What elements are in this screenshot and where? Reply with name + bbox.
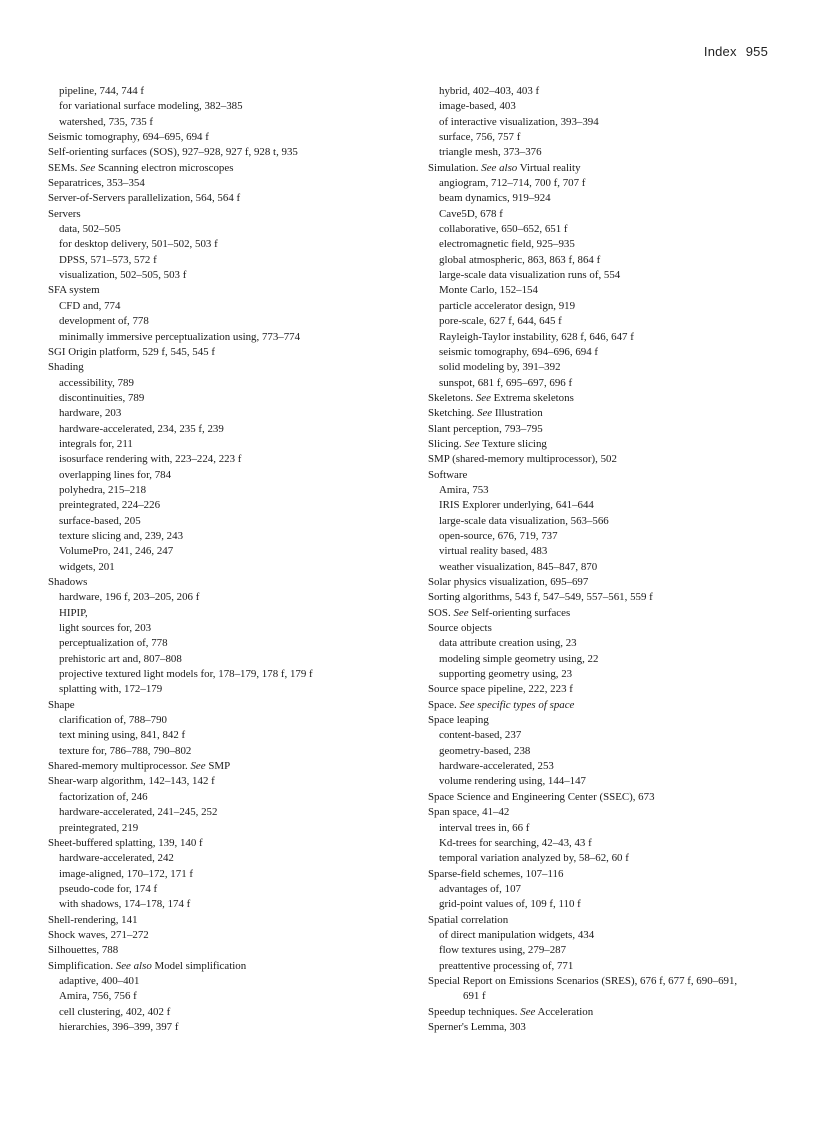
entry-text: Silhouettes, 788 (48, 944, 119, 957)
entry-text: Amira, 753 (439, 483, 489, 496)
cross-reference-target: Model simplification (154, 959, 247, 972)
entry-text: overlapping lines for, 784 (59, 468, 172, 481)
entry-text: collaborative, 650–652, 651 f (439, 223, 568, 236)
index-subentry (428, 376, 783, 391)
cross-reference-label: See (80, 161, 96, 174)
entry-text: clarification of, 788–790 (59, 714, 167, 727)
entry-text: Separatrices, 353–354 (48, 177, 145, 190)
entry-text: virtual reality based, 483 (439, 545, 548, 558)
entry-text: Sparse-field schemes, 107–116 (428, 867, 564, 880)
cross-reference-label: See (190, 760, 206, 773)
index-subentry (428, 99, 783, 114)
entry-text: perceptualization of, 778 (59, 637, 168, 650)
index-subentry (428, 498, 783, 513)
entry-text: preintegrated, 224–226 (59, 499, 161, 512)
entry-text: triangle mesh, 373–376 (439, 146, 542, 159)
index-subentry (428, 176, 783, 191)
entry-text: VolumePro, 241, 246, 247 (59, 545, 174, 558)
entry-text: minimally immersive perceptualization using, 773–774 (59, 330, 301, 343)
entry-text: Self-orienting surfaces (SOS), 927–928, 927 f, 928 t, 935 (48, 146, 298, 159)
index-subentry (428, 314, 783, 329)
index-subentry (48, 406, 408, 421)
index-entry (428, 1020, 783, 1035)
index-subentry (48, 452, 408, 467)
entry-text: surface, 756, 757 f (439, 131, 521, 144)
index-entry (428, 468, 783, 483)
index-subentry (48, 897, 408, 912)
index-entry-continuation (428, 989, 783, 1004)
index-subentry (48, 237, 408, 252)
index-subentry (48, 422, 408, 437)
entry-text: preintegrated, 219 (59, 821, 139, 834)
entry-text: grid-point values of, 109 f, 110 f (439, 898, 581, 911)
entry-text: hierarchies, 396–399, 397 f (59, 1020, 179, 1033)
index-entry (48, 207, 408, 222)
entry-text: SFA system (48, 284, 100, 297)
index-subentry (48, 636, 408, 651)
entry-text: Software (428, 468, 468, 481)
entry-text: text mining using, 841, 842 f (59, 729, 186, 742)
entry-text: Seismic tomography, 694–695, 694 f (48, 131, 209, 144)
index-subentry (48, 621, 408, 636)
entry-text: development of, 778 (59, 315, 149, 328)
entry-text: hardware-accelerated, 253 (439, 760, 554, 773)
entry-text: cell clustering, 402, 402 f (59, 1005, 171, 1018)
entry-text: factorization of, 246 (59, 790, 148, 803)
entry-text: image-based, 403 (439, 100, 516, 113)
index-subentry (48, 299, 408, 314)
entry-text: Sheet-buffered splatting, 139, 140 f (48, 836, 203, 849)
entry-text: adaptive, 400–401 (59, 974, 140, 987)
index-subentry (48, 790, 408, 805)
index-subentry (428, 897, 783, 912)
index-entry (48, 698, 408, 713)
index-subentry (48, 253, 408, 268)
index-entry (428, 161, 783, 176)
entry-text: Cave5D, 678 f (439, 207, 503, 220)
index-subentry (428, 207, 783, 222)
entry-text: texture slicing and, 239, 243 (59, 529, 184, 542)
entry-text: splatting with, 172–179 (59, 683, 163, 696)
entry-text: isosurface rendering with, 223–224, 223 f (59, 453, 242, 466)
entry-text: surface-based, 205 (59, 514, 141, 527)
index-subentry (48, 606, 408, 621)
entry-text: with shadows, 174–178, 174 f (59, 898, 191, 911)
index-subentry (428, 774, 783, 789)
entry-text: DPSS, 571–573, 572 f (59, 253, 157, 266)
index-entry (48, 928, 408, 943)
entry-text: projective textured light models for, 178–179, 178 f, 179 f (59, 668, 313, 681)
index-subentry (428, 483, 783, 498)
index-subentry (48, 330, 408, 345)
entry-text: Special Report on Emissions Scenarios (SRES), 676 f, 677 f, 690–691, (428, 974, 738, 987)
index-entry (428, 698, 783, 713)
entry-text: SMP (shared-memory multiprocessor), 502 (428, 453, 617, 466)
entry-text: electromagnetic field, 925–935 (439, 238, 575, 251)
entry-text: Rayleigh-Taylor instability, 628 f, 646, 647 f (439, 330, 634, 343)
index-subentry (428, 514, 783, 529)
entry-text: light sources for, 203 (59, 622, 152, 635)
index-subentry (48, 805, 408, 820)
entry-text: Shear-warp algorithm, 142–143, 142 f (48, 775, 215, 788)
index-entry (428, 391, 783, 406)
index-subentry (428, 360, 783, 375)
index-subentry (48, 544, 408, 559)
cross-reference-label: See also (481, 161, 518, 174)
index-entry (48, 943, 408, 958)
index-entry (428, 452, 783, 467)
index-subentry (48, 99, 408, 114)
entry-text: Simulation. (428, 161, 479, 174)
entry-text: pipeline, 744, 744 f (59, 85, 144, 97)
index-subentry (48, 728, 408, 743)
entry-text: seismic tomography, 694–696, 694 f (439, 345, 599, 358)
index-entry (48, 345, 408, 360)
entry-text: Speedup techniques. (428, 1005, 518, 1018)
entry-text: hardware-accelerated, 234, 235 f, 239 (59, 422, 224, 435)
index-subentry (428, 237, 783, 252)
index-subentry (428, 253, 783, 268)
index-entry (428, 590, 783, 605)
cross-reference-label: See (475, 391, 491, 404)
entry-text: weather visualization, 845–847, 870 (439, 560, 598, 573)
entry-text: visualization, 502–505, 503 f (59, 269, 187, 282)
entry-text: Space Science and Engineering Center (SSEC), 673 (428, 790, 655, 803)
index-subentry (48, 821, 408, 836)
cross-reference-target: Self-orienting surfaces (471, 606, 571, 619)
index-subentry (48, 744, 408, 759)
index-subentry (48, 989, 408, 1004)
index-entry (48, 145, 408, 160)
index-entry (428, 974, 783, 989)
index-subentry (428, 299, 783, 314)
index-subentry (428, 851, 783, 866)
cross-reference-target: SMP (208, 760, 231, 773)
index-subentry (428, 636, 783, 651)
entry-text: Slant perception, 793–795 (428, 422, 543, 435)
index-subentry (48, 682, 408, 697)
index-subentry (428, 130, 783, 145)
entry-text: advantages of, 107 (439, 882, 521, 895)
entry-text: supporting geometry using, 23 (439, 668, 573, 681)
index-subentry (48, 314, 408, 329)
index-entry (48, 913, 408, 928)
index-entry (48, 191, 408, 206)
index-subentry (428, 728, 783, 743)
cross-reference-target: Extrema skeletons (493, 391, 574, 404)
index-column-left (48, 84, 408, 1035)
index-entry (428, 713, 783, 728)
index-subentry (48, 437, 408, 452)
index-subentry (48, 590, 408, 605)
index-entry (48, 360, 408, 375)
cross-reference-label: See (477, 407, 493, 420)
index-subentry (428, 821, 783, 836)
index-subentry (48, 222, 408, 237)
entry-text: Solar physics visualization, 695–697 (428, 576, 589, 588)
entry-text: SOS. (428, 606, 451, 619)
entry-text: geometry-based, 238 (439, 744, 531, 757)
entry-text: texture for, 786–788, 790–802 (59, 744, 192, 757)
entry-text: solid modeling by, 391–392 (439, 361, 561, 374)
index-subentry (428, 652, 783, 667)
index-subentry (48, 1005, 408, 1020)
index-subentry (48, 713, 408, 728)
entry-text: interval trees in, 66 f (439, 821, 530, 834)
entry-text: Skeletons. (428, 391, 474, 404)
index-subentry (48, 483, 408, 498)
index-subentry (428, 330, 783, 345)
index-subentry (428, 928, 783, 943)
index-subentry (48, 376, 408, 391)
entry-text: Simplification. (48, 959, 114, 972)
cross-reference-label: See also (115, 959, 152, 972)
cross-reference-label: See (453, 606, 469, 619)
entry-text: prehistoric art and, 807–808 (59, 652, 182, 665)
entry-text: Sketching. (428, 407, 475, 420)
entry-text: IRIS Explorer underlying, 641–644 (439, 499, 594, 512)
index-subentry (48, 867, 408, 882)
index-subentry (48, 974, 408, 989)
entry-text: Sorting algorithms, 543 f, 547–549, 557–561, 559 f (428, 591, 653, 604)
entry-text: Slicing. (428, 437, 462, 450)
index-subentry (48, 529, 408, 544)
index-subentry (48, 882, 408, 897)
index-subentry (48, 514, 408, 529)
entry-text: for desktop delivery, 501–502, 503 f (59, 238, 218, 251)
entry-text: Kd-trees for searching, 42–43, 43 f (439, 836, 592, 849)
index-subentry (428, 268, 783, 283)
entry-text: Amira, 756, 756 f (59, 990, 137, 1003)
index-entry (428, 805, 783, 820)
cross-reference-label: See (464, 437, 480, 450)
entry-text: temporal variation analyzed by, 58–62, 60 f (439, 852, 629, 865)
index-subentry (428, 345, 783, 360)
entry-text: discontinuities, 789 (59, 391, 145, 404)
index-entry (48, 283, 408, 298)
entry-text: Source objects (428, 622, 492, 635)
cross-reference-target: Virtual reality (519, 161, 581, 174)
cross-reference-target: Scanning electron microscopes (97, 161, 234, 174)
entry-text: of direct manipulation widgets, 434 (439, 928, 595, 941)
entry-text: Source space pipeline, 222, 223 f (428, 683, 573, 696)
entry-text: of interactive visualization, 393–394 (439, 115, 599, 128)
index-subentry (48, 851, 408, 866)
entry-text: Space. (428, 698, 457, 711)
index-subentry (428, 759, 783, 774)
entry-text: accessibility, 789 (59, 376, 134, 389)
cross-reference-label: See (520, 1005, 536, 1018)
entry-text: SGI Origin platform, 529 f, 545, 545 f (48, 345, 215, 358)
running-header (704, 44, 768, 59)
index-entry (428, 682, 783, 697)
index-column-right (428, 84, 783, 1035)
entry-text: CFD and, 774 (59, 299, 121, 312)
entry-text: Shading (48, 361, 84, 374)
index-entry (428, 621, 783, 636)
index-subentry (428, 283, 783, 298)
entry-text: Spatial correlation (428, 913, 509, 926)
entry-text: watershed, 735, 735 f (59, 115, 154, 128)
index-entry (428, 790, 783, 805)
index-subentry (428, 744, 783, 759)
index-subentry (428, 115, 783, 130)
entry-text: Space leaping (428, 714, 489, 727)
entry-text: widgets, 201 (59, 560, 115, 573)
index-entry (428, 867, 783, 882)
index-subentry (428, 836, 783, 851)
entry-text: hybrid, 402–403, 403 f (439, 85, 540, 97)
entry-text: HIPIP, (59, 606, 88, 619)
index-subentry (48, 560, 408, 575)
index-subentry (428, 943, 783, 958)
entry-text: pore-scale, 627 f, 644, 645 f (439, 315, 562, 328)
index-entry (428, 913, 783, 928)
entry-text: Servers (48, 207, 81, 220)
index-entry (428, 437, 783, 452)
entry-text: sunspot, 681 f, 695–697, 696 f (439, 376, 573, 389)
index-subentry (48, 115, 408, 130)
entry-text: Shell-rendering, 141 (48, 913, 138, 926)
index-entry (48, 130, 408, 145)
index-subentry (48, 84, 408, 99)
entry-text: data, 502–505 (59, 223, 121, 236)
entry-text: for variational surface modeling, 382–385 (59, 100, 243, 113)
index-subentry (48, 652, 408, 667)
entry-text: Server-of-Servers parallelization, 564, 564 f (48, 192, 241, 205)
entry-text: large-scale data visualization runs of, 554 (439, 269, 621, 282)
index-entry (48, 575, 408, 590)
entry-text: Shadows (48, 576, 88, 588)
index-subentry (428, 222, 783, 237)
cross-reference-label: See specific types of space (459, 698, 575, 711)
index-subentry (48, 667, 408, 682)
index-subentry (428, 560, 783, 575)
index-subentry (428, 191, 783, 206)
entry-text: hardware, 196 f, 203–205, 206 f (59, 591, 200, 604)
entry-text: preattentive processing of, 771 (439, 959, 574, 972)
entry-text: data attribute creation using, 23 (439, 637, 577, 650)
entry-text: large-scale data visualization, 563–566 (439, 514, 609, 527)
entry-text: volume rendering using, 144–147 (439, 775, 587, 788)
entry-text: particle accelerator design, 919 (439, 299, 576, 312)
index-entry (48, 176, 408, 191)
index-subentry (428, 145, 783, 160)
index-entry (48, 161, 408, 176)
index-entry (48, 774, 408, 789)
entry-text: hardware-accelerated, 242 (59, 852, 174, 865)
entry-text: content-based, 237 (439, 729, 522, 742)
index-entry (48, 836, 408, 851)
index-subentry (428, 959, 783, 974)
entry-text: polyhedra, 215–218 (59, 483, 147, 496)
index-entry (48, 959, 408, 974)
entry-text: Shared-memory multiprocessor. (48, 760, 188, 773)
cross-reference-target: Texture slicing (481, 437, 547, 450)
index-subentry (428, 529, 783, 544)
index-subentry (48, 468, 408, 483)
entry-text: Shape (48, 698, 75, 711)
entry-text: flow textures using, 279–287 (439, 944, 567, 957)
cross-reference-target: Acceleration (537, 1005, 594, 1018)
entry-text: angiogram, 712–714, 700 f, 707 f (439, 177, 586, 190)
entry-text: pseudo-code for, 174 f (59, 882, 158, 895)
entry-text: SEMs. (48, 161, 78, 174)
index-subentry (48, 498, 408, 513)
index-subentry (428, 667, 783, 682)
entry-text: Sperner's Lemma, 303 (428, 1020, 526, 1033)
entry-text: open-source, 676, 719, 737 (439, 529, 558, 542)
entry-text: modeling simple geometry using, 22 (439, 652, 599, 665)
index-entry (428, 606, 783, 621)
index-subentry (428, 84, 783, 99)
entry-text: beam dynamics, 919–924 (439, 192, 551, 205)
index-subentry (48, 1020, 408, 1035)
entry-text: Monte Carlo, 152–154 (439, 284, 538, 297)
index-subentry (428, 544, 783, 559)
entry-text: Span space, 41–42 (428, 806, 510, 819)
entry-text: 691 f (463, 990, 486, 1003)
index-entry (428, 575, 783, 590)
index-subentry (48, 391, 408, 406)
entry-text: Shock waves, 271–272 (48, 928, 149, 941)
entry-text: image-aligned, 170–172, 171 f (59, 867, 193, 880)
index-subentry (428, 882, 783, 897)
cross-reference-target: Illustration (494, 407, 543, 420)
index-subentry (48, 268, 408, 283)
entry-text: global atmospheric, 863, 863 f, 864 f (439, 253, 601, 266)
index-entry (428, 1005, 783, 1020)
index-entry (428, 406, 783, 421)
entry-text: hardware, 203 (59, 407, 122, 420)
entry-text: integrals for, 211 (59, 437, 133, 450)
page-number: 955 (745, 44, 768, 59)
index-entry (48, 759, 408, 774)
index-entry (428, 422, 783, 437)
header-title: Index (703, 44, 737, 59)
entry-text: hardware-accelerated, 241–245, 252 (59, 806, 218, 819)
